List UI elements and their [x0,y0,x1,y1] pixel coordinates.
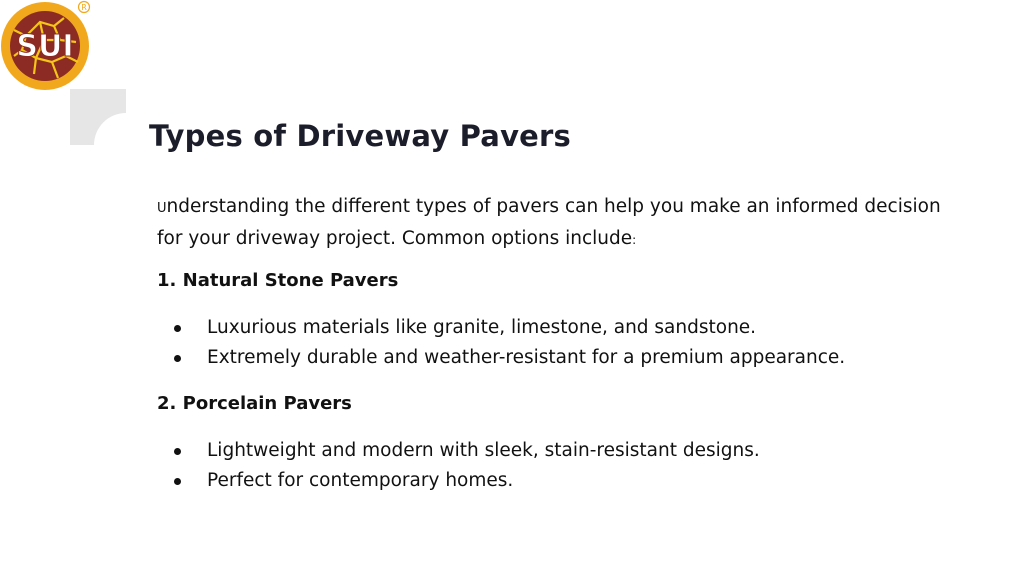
logo-text: SUI [16,29,74,64]
bullet-text: Extremely durable and weather-resistant for a premium appearance. [207,347,846,368]
list-item [172,343,845,373]
intro-body: nderstanding the different types of pavers can help you make an informed decision for your driveway project. Common options include [157,196,941,249]
list-item [172,313,845,343]
intro-first-letter: U [157,201,167,216]
bullet-text: Perfect for contemporary homes. [207,470,514,491]
bullet-icon [174,478,181,485]
decorative-quarter-ring [70,89,126,145]
bullet-text: Luxurious materials like granite, limestone, and sandstone. [207,317,757,338]
bullet-icon [174,448,181,455]
section-heading-natural-stone: 1. Natural Stone Pavers [157,270,399,291]
registered-mark: R [81,3,87,12]
bullet-list-natural-stone [172,313,845,373]
bullet-list-porcelain [172,436,760,496]
section-heading-porcelain: 2. Porcelain Pavers [157,393,352,414]
intro-paragraph [157,192,957,255]
bullet-text: Lightweight and modern with sleek, stain-resistant designs. [207,440,760,461]
list-item [172,466,760,496]
bullet-icon [174,355,181,362]
sui-logo [0,0,92,92]
list-item [172,436,760,466]
bullet-icon [174,325,181,332]
slide-title: Types of Driveway Pavers [149,119,572,153]
intro-colon: : [632,233,637,247]
